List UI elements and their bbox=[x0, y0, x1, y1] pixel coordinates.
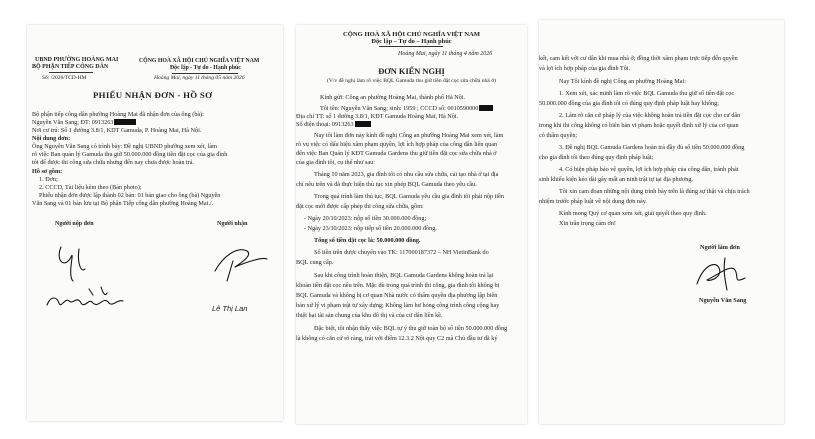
documents-heading: Hồ sơ gồm: bbox=[32, 168, 63, 175]
copies-line: Văn Sang và 01 bản lưu tại Bộ phận Tiếp công dân phường Hoàng Mai./. bbox=[32, 200, 214, 207]
applicant-sign-label: Người làm đơn bbox=[700, 244, 740, 251]
body-line: Tháng 10 năm 2023, gia đình tôi có nhu cầu sửa chữa, cải tạo nhà ở tại địa bbox=[314, 171, 499, 178]
body-line: Nay tôi làm đơn này kính đề nghị Công an phường Hoàng Mai xem xét, làm bbox=[314, 132, 504, 139]
applicant-signature-image bbox=[689, 254, 753, 294]
motto: Độc lập - Tự do - Hạnh phúc bbox=[170, 65, 241, 71]
subtitle: (V/v đề nghị làm rõ việc BQL Gamuda thu giữ tiền đặt cọc sửa chữa nhà ở) bbox=[326, 78, 497, 84]
copies-line: Phiếu nhận đơn được lập thành 02 bản: 01 bản giao cho ông (bà) Nguyễn bbox=[39, 192, 221, 199]
body-line: của gia đình tôi, cụ thể như sau: bbox=[296, 159, 375, 166]
payment-item: - Ngày 20/10/2023: nộp số tiền 30.000.000 đồng; bbox=[304, 215, 427, 222]
body-line: thiệt hại tài sản chung của khu dô thị và của cư dân liền kề. bbox=[296, 312, 443, 319]
receiver-sign-label: Người nhận bbox=[217, 221, 248, 227]
content-line: tôi để được thi công sửa chữa nhưng đến nay chưa được hoàn trả. bbox=[32, 159, 195, 166]
body-line: đến việc Ban Quản lý KĐT Gamuda Gardens thu giữ tiền đặt cọc sửa chữa nhà ở bbox=[296, 150, 497, 157]
request-item: 4. Có biện pháp bảo vệ quyền, lợi ích hợp pháp của công dân, tránh phát bbox=[559, 166, 739, 173]
request-item: có thẩm quyền; bbox=[539, 132, 578, 139]
applicant-line: Nguyễn Văn Sang; ĐT: 0913263 bbox=[32, 119, 136, 126]
receiver-signature-image bbox=[205, 237, 275, 287]
address-line: Địa chỉ TT: số 1 đường 3.8/1, KĐT Gamuda Hoàng Mai, Hà Nội. bbox=[296, 113, 459, 120]
applicant-line: Tôi tên: Nguyễn Văn Sang; sinh: 1959 ; CCCD số: 0010590000 bbox=[320, 105, 493, 112]
request-item: 1. Xem xét, xác minh làm rõ việc BQL Gamuda thu giữ số tiền đặt cọc bbox=[559, 90, 735, 97]
commitment-line: Tôi xin cam đoan những nội dung trình bày trên là đúng sự thật và chịu trách bbox=[559, 188, 750, 195]
body-line: là không có căn cứ rõ ràng, trái với điểm 12.3.2 Nội quy C2 mà Chủ đầu tư đã ký bbox=[296, 335, 498, 342]
content-heading: Nội dung đơn: bbox=[32, 135, 71, 142]
nation-header: CỘNG HOÀ XÃ HỘI CHỦ NGHĨA VIỆT NAM bbox=[139, 58, 260, 64]
nation-header: CỘNG HOÀ XÃ HỘI CHỦ NGHĨA VIỆT NAM bbox=[343, 31, 480, 38]
applicant-signature-image bbox=[41, 239, 131, 319]
phone-line: Số điện thoại: 0913263 bbox=[296, 121, 371, 128]
motto: Độc lập – Tự do – Hạnh phúc bbox=[371, 38, 452, 45]
page-title: ĐƠN KIẾN NGHỊ bbox=[378, 67, 445, 76]
commitment-line: nhiệm trước pháp luật về nội dung đơn này. bbox=[539, 198, 647, 205]
body-line: khoản tiền đặt cọc nêu trên. Mặc dù trong quá trình thi công, gia đình tôi không bị bbox=[296, 282, 500, 289]
page-title: PHIẾU NHẬN ĐƠN - HỒ SƠ bbox=[93, 90, 213, 100]
body-line: Số tiền trên được chuyển vào TK: 117000187372 – NH VietinBank do bbox=[314, 249, 489, 256]
closing-line: Kính mong Quý cơ quan xem xét, giải quyết theo quy định. bbox=[559, 210, 707, 217]
body-line: Sau khi công trình hoàn thiện, BQL Gamuda Gardens không hoàn trả lại bbox=[314, 272, 494, 279]
body-line: bản xử lý vi phạm trật tự xây dựng; Không làm hư hỏng công trình công cộng hay bbox=[296, 302, 500, 309]
petition-document bbox=[296, 25, 527, 424]
petition-continuation bbox=[539, 20, 784, 424]
request-intro: Nay Tôi kính đề nghị Công an phường Hoàng Mai: bbox=[559, 78, 686, 85]
receiver-name: Lê Thị Lan bbox=[212, 304, 248, 313]
content-line: rõ việc Ban quản lý Gamuda thu giữ 50.000.000 đồng tiền đặt cọc của gia đình bbox=[32, 151, 228, 158]
body-line: đặt cọc mới được cấp phép thi công sửa chữa, gồm: bbox=[296, 203, 424, 210]
residence-line: Nơi cư trú: Số 1 đường 3.8/1, KDT Gamuda, P. Hoàng Mai, Hà Nội. bbox=[32, 127, 202, 134]
org-department: BỘ PHẬN TIẾP CÔNG DÂN bbox=[32, 64, 109, 70]
deposit-total: Tổng số tiền đặt cọc là: 50.000.000 đồng. bbox=[314, 237, 421, 244]
document-item: 2. CCCD, Tài liệu kèm theo (Bản photo); bbox=[39, 184, 142, 191]
content-line: Ông Nguyễn Văn Sang có trình bày: Đề nghị UBND phường xem xét, làm bbox=[32, 143, 217, 150]
issue-date: Hoàng Mai, ngày 11 tháng 4 năm 2026 bbox=[398, 51, 493, 57]
applicant-name: Nguyễn Văn Sang bbox=[699, 297, 747, 304]
body-line: Trong quá trình làm thủ tục, BQL Gamuda yêu cầu gia đình tôi phải nộp tiền bbox=[314, 193, 504, 200]
body-line: Đặc biệt, tôi nhận thấy việc BQL tự ý thu giữ toàn bộ số tiền 50.000.000 đồng bbox=[314, 325, 508, 332]
org-name: UBND PHƯỜNG HOÀNG MAI bbox=[35, 57, 119, 63]
receipt-document bbox=[27, 25, 283, 421]
redacted-phone bbox=[114, 119, 136, 125]
payment-item: - Ngày 23/10/2023: nộp tiếp số tiền 20.000.000 đồng. bbox=[304, 225, 437, 232]
issue-date: Hoàng Mai, ngày 11 tháng 05 năm 2026 bbox=[154, 75, 245, 81]
request-item: trong khi thi công không có biên bản vi phạm hoặc quyết định xử lý của cơ quan bbox=[539, 122, 739, 129]
recipient-line: Kính gửi: Công an phường Hoàng Mai, thành phố Hà Nội. bbox=[320, 94, 466, 101]
document-item: 1. Đơn; bbox=[39, 176, 58, 183]
body-line: rõ vụ việc có dấu hiệu xâm phạm quyền, lợi ích hợp pháp của công dân liên quan bbox=[296, 141, 498, 148]
body-line: và lợi ích hợp pháp của gia đình Tôi. bbox=[539, 65, 631, 72]
body-line: BQL cung cấp. bbox=[296, 259, 334, 266]
request-item: cho gia đình tôi theo đúng quy định pháp luật; bbox=[539, 154, 654, 161]
redacted-phone bbox=[355, 121, 371, 127]
request-item: 3. Đề nghị BQL Gamuda Gardens hoàn trả đầy đủ số tiền 50.000.000 đồng bbox=[559, 144, 745, 151]
doc-number: Số: /2026/TCD-HM bbox=[42, 75, 87, 81]
request-item: 2. Làm rõ căn cứ pháp lý của việc không hoàn trả tiền đặt cọc cho cư dân bbox=[559, 112, 741, 119]
request-item: sinh khiếu kiện kéo dài gây mất an ninh trật tự tại địa phương. bbox=[539, 176, 693, 183]
applicant-sign-label: Người nộp đơn bbox=[55, 221, 94, 227]
body-line: chỉ nêu trên và đã thực hiện thủ tục xin phép BQL Gamuda theo yêu cầu. bbox=[296, 181, 477, 188]
body-line: kết, cam kết với cư dân khi mua nhà ở; đồng thời xâm phạm trực tiếp đến quyền bbox=[539, 55, 738, 62]
body-line: BQL Gamuda và không bị cơ quan Nhà nước có thẩm quyền địa phương lập biên bbox=[296, 292, 498, 299]
request-item: 50.000.000 đồng của gia đình tôi có đúng quy định pháp luật hay không; bbox=[539, 100, 719, 107]
redacted-id bbox=[479, 105, 493, 111]
closing-line: Xin trân trọng cảm ơn! bbox=[559, 220, 616, 227]
receipt-line: Bộ phận tiếp công dân phường Hoàng Mai đã nhận đơn của ông (bà): bbox=[32, 111, 204, 118]
